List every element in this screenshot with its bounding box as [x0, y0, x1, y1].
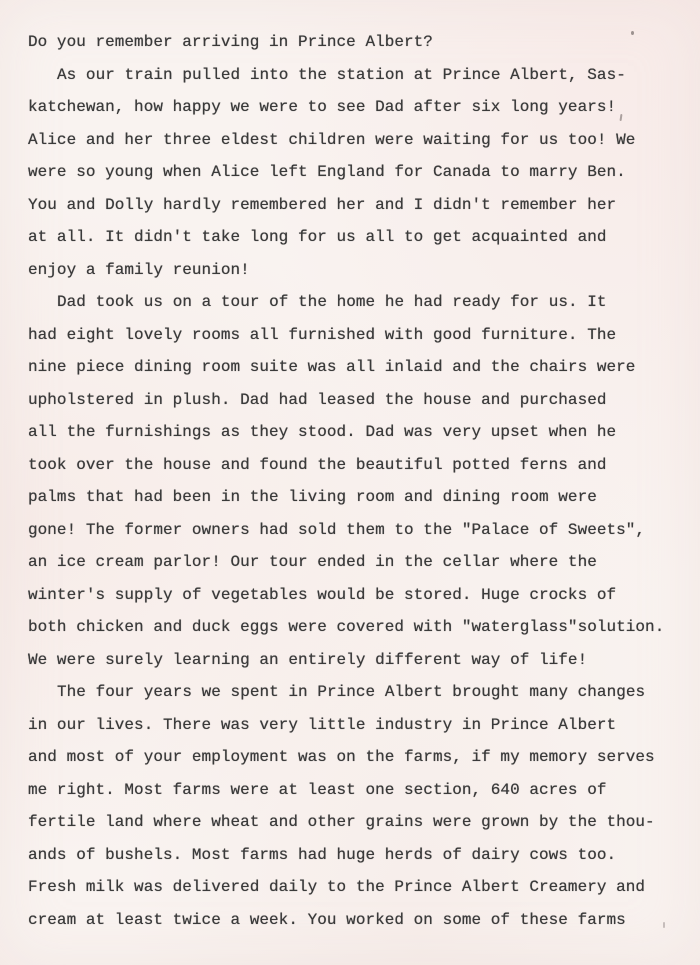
- text-line: ands of bushels. Most farms had huge herds of dairy cows too.: [28, 845, 617, 864]
- text-line: Alice and her three eldest children were waiting for us too! We: [28, 130, 636, 149]
- scan-speck: [663, 922, 665, 928]
- text-line: enjoy a family reunion!: [28, 260, 250, 279]
- text-line: me right. Most farms were at least one section, 640 acres of: [28, 780, 607, 799]
- text-line: were so young when Alice left England for Canada to marry Ben.: [28, 163, 626, 181]
- text-line: upholstered in plush. Dad had leased the house and purchased: [28, 390, 607, 409]
- text-line: You and Dolly hardly remembered her and I didn't remember her: [28, 195, 617, 214]
- text-line: We were surely learning an entirely different way of life!: [28, 650, 588, 669]
- text-line: an ice cream parlor! Our tour ended in the cellar where the: [28, 553, 597, 571]
- text-line: palms that had been in the living room and dining room were: [28, 488, 597, 506]
- text-line: cream at least twice a week. You worked on some of these farms: [28, 910, 626, 929]
- text-line: As our train pulled into the station at Prince Albert, Sas-: [57, 65, 626, 84]
- scan-speck: [631, 31, 634, 35]
- text-line: katchewan, how happy we were to see Dad after six long years!: [28, 98, 617, 116]
- text-line: in our lives. There was very little industry in Prince Albert: [28, 715, 617, 734]
- text-line: all the furnishings as they stood. Dad was very upset when he: [28, 423, 617, 441]
- text-line: Dad took us on a tour of the home he had ready for us. It: [57, 293, 607, 311]
- text-line: nine piece dining room suite was all inlaid and the chairs were: [28, 358, 636, 376]
- text-line: winter's supply of vegetables would be stored. Huge crocks of: [28, 585, 617, 604]
- text-line: at all. It didn't take long for us all to get acquainted and: [28, 228, 607, 246]
- text-line: fertile land where wheat and other grains were grown by the thou-: [28, 813, 655, 831]
- text-line: had eight lovely rooms all furnished with good furniture. The: [28, 325, 617, 344]
- text-line: gone! The former owners had sold them to the "Palace of Sweets",: [28, 520, 646, 539]
- text-line: and most of your employment was on the farms, if my memory serves: [28, 748, 655, 766]
- text-line: Do you remember arriving in Prince Albert?: [28, 33, 433, 51]
- text-line: took over the house and found the beautiful potted ferns and: [28, 455, 607, 474]
- text-line: both chicken and duck eggs were covered with "waterglass"solution.: [28, 618, 665, 636]
- text-line: Fresh milk was delivered daily to the Prince Albert Creamery and: [28, 878, 646, 896]
- text-line: The four years we spent in Prince Albert brought many changes: [57, 683, 646, 701]
- page-text: [28, 26, 680, 936]
